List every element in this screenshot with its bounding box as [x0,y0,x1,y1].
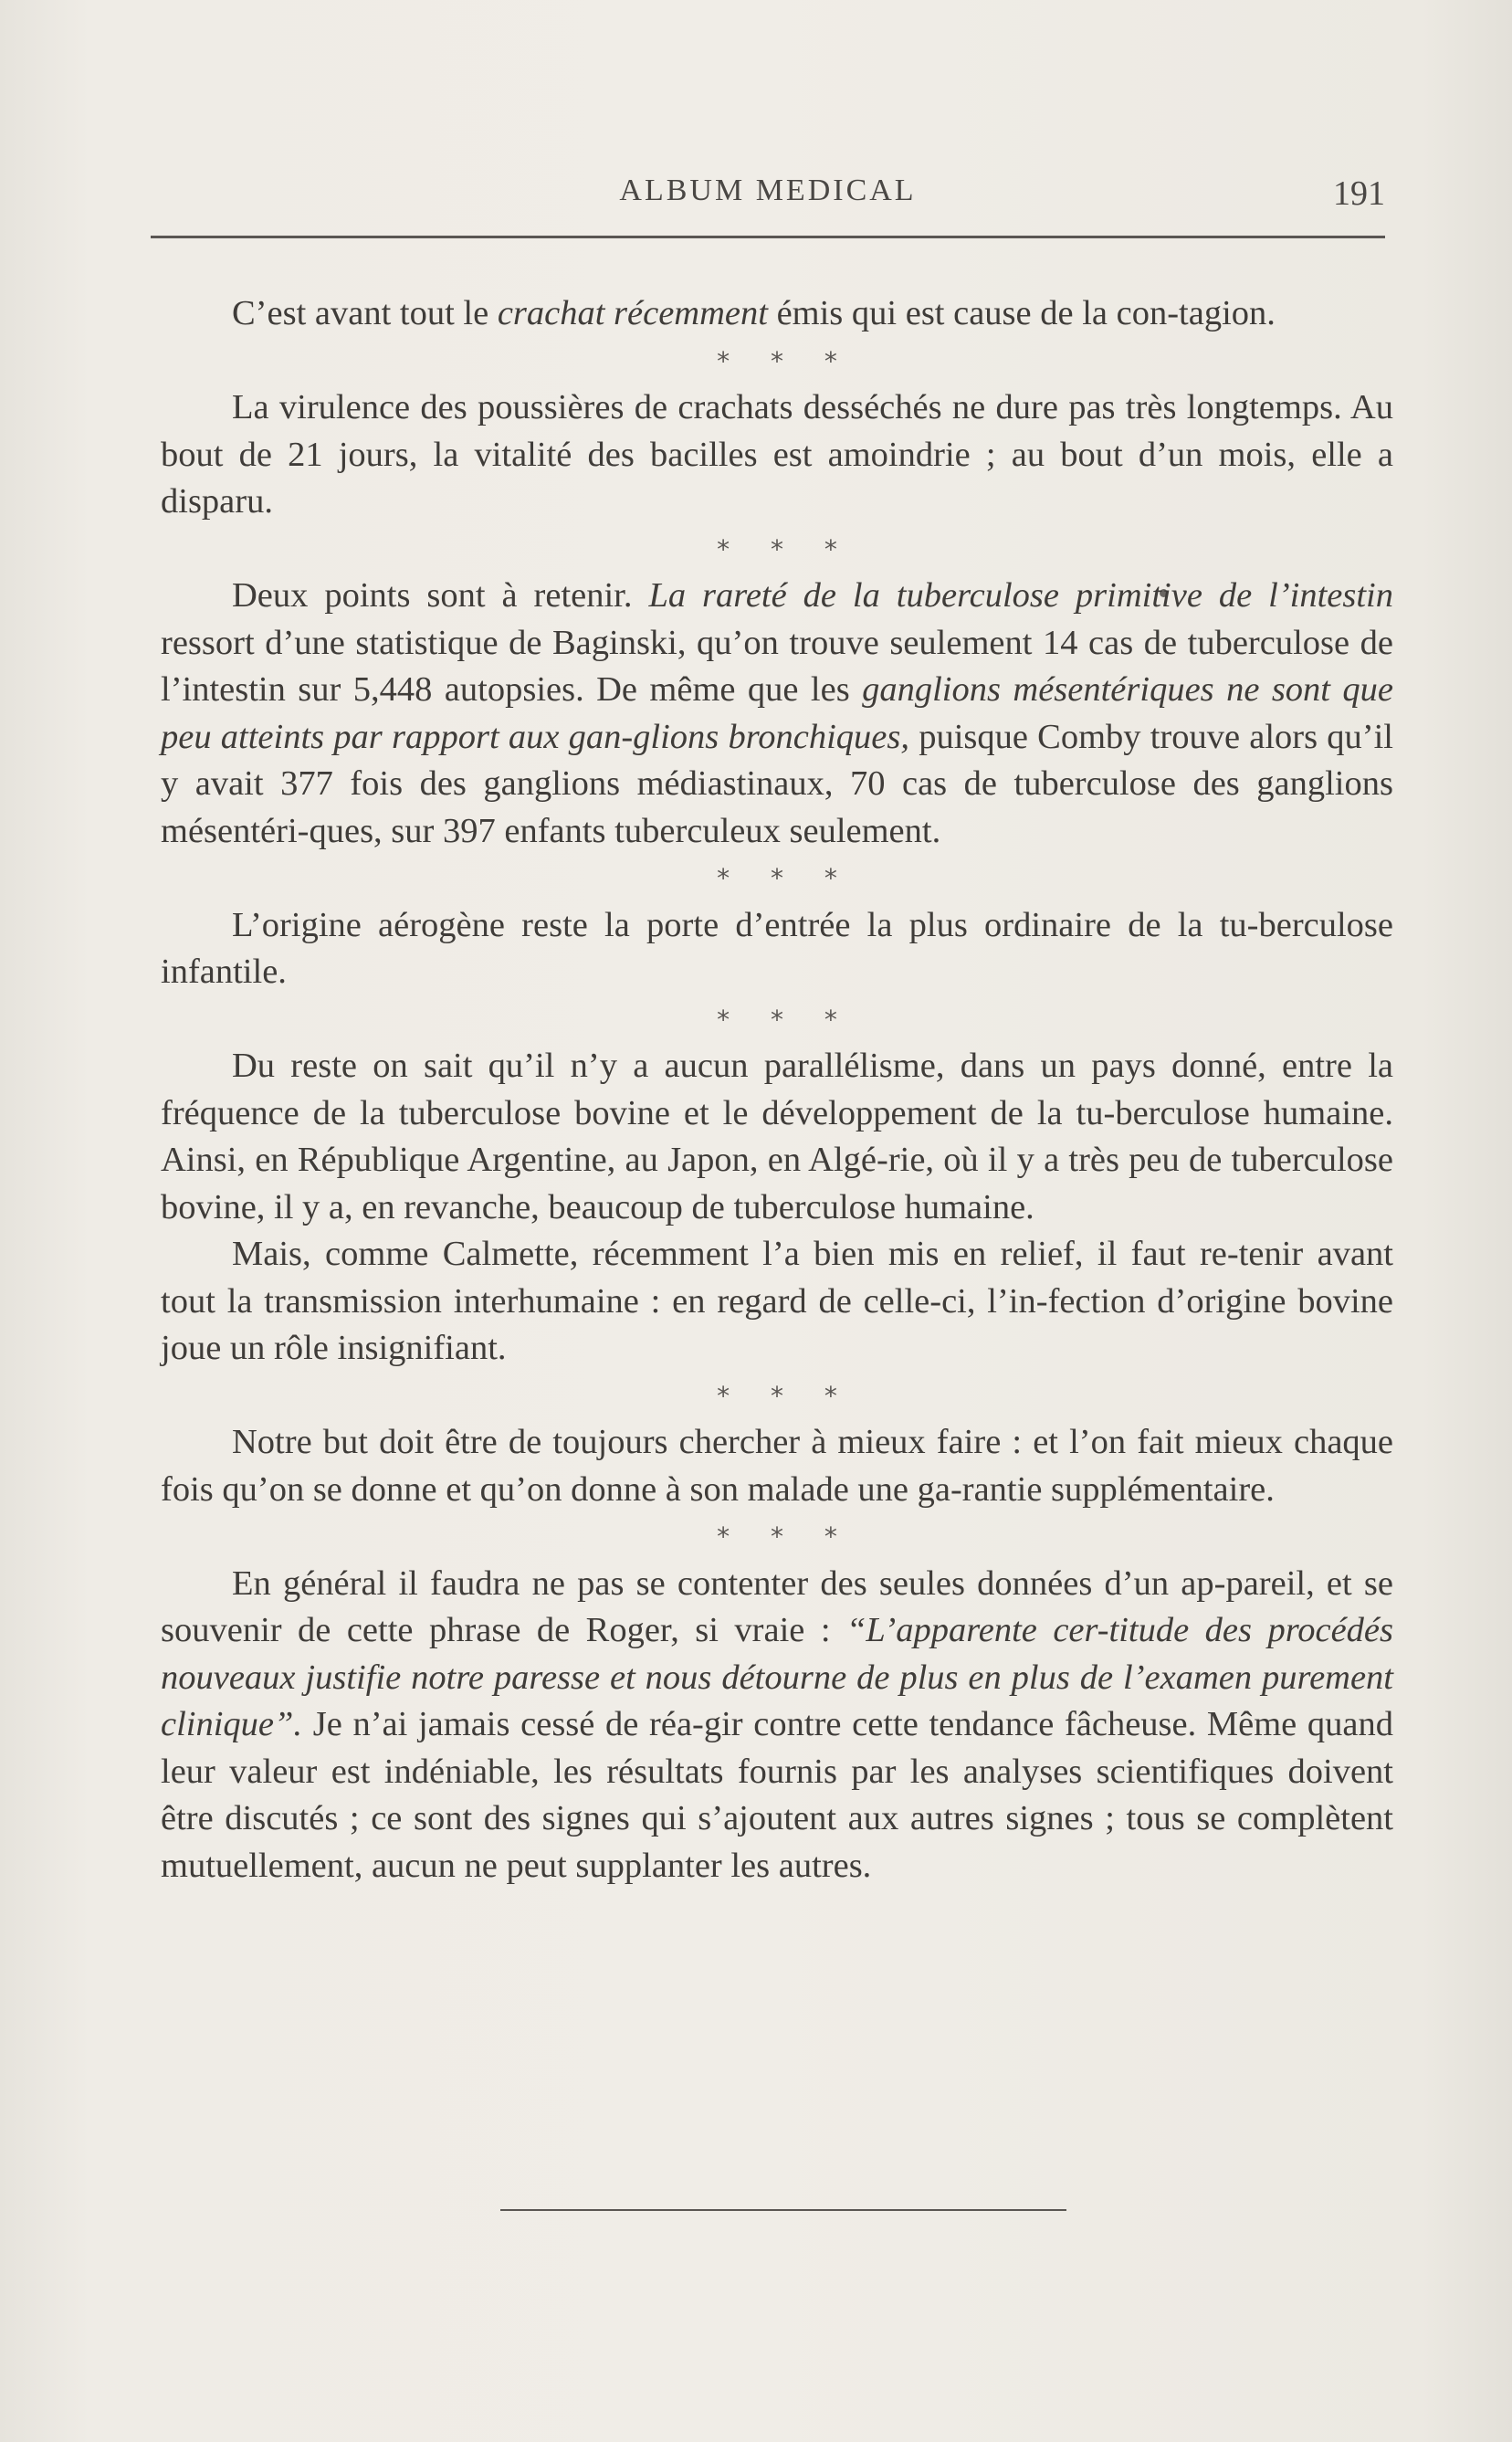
paragraph-5: Du reste on sait qu’il n’y a aucun parallélisme, dans un pays donné, entre la fréquence de la tuberculose bovine et le développement de la tu-berculose humaine. Ainsi, en République Argentine, au Japon, en Algé-rie, où il y a très peu de tuberculose bovine, il y a, en revanche, beaucoup de tuberculose humaine. [161,1047,1393,1226]
paragraph-6: Mais, comme Calmette, récemment l’a bien mis en relief, il faut re-tenir avant tout la transmission interhumaine : en regard de celle-ci, l’in-fection d’origine bovine joue un rôle insignifiant. [161,1235,1393,1367]
paragraph-2: La virulence des poussières de crachats desséchés ne dure pas très longtemps. Au bout de 21 jours, la vitalité des bacilles est amoindrie ; au bout d’un mois, elle a disparu. [161,388,1393,521]
separator-2: * * * [717,533,854,564]
header-rule [151,236,1385,238]
article-body [161,290,1393,1889]
paragraph-3-text-c: puisque Comby trouve alors qu’il y avait 377 fois des ganglions médiastinaux, 70 cas de tuberculose des ganglions mésentéri-ques, sur 397 enfants tuberculeux seulement. [161,717,1393,850]
running-title: ALBUM MEDICAL [619,174,917,207]
paragraph-3-text-a: Deux points sont à retenir. [232,576,649,615]
paragraph-8-italic: “L’apparente cer-titude des procédés nouveaux justifie notre paresse et nous détourne de plus en plus de l’examen purement clinique”. [161,1611,1393,1743]
paragraph-1 [161,290,1393,338]
footer-rule [500,2209,1066,2211]
paragraph-8-text-a: En général il faudra ne pas se contenter des seules données d’un ap-pareil, et se souvenir de cette phrase de Roger, si vraie : [161,1563,1393,1649]
separator-6: * * * [717,1521,854,1552]
paragraph-3-text-b: ressort d’une statistique de Baginski, qu’on trouve seulement 14 cas de tuberculose de l’intestin sur 5,448 autopsies. De même que les [161,623,1393,709]
paragraph-3-italic-a: La rareté de la tuberculose primitive de l’intestin [648,576,1394,615]
paragraph-1-italic: crachat récemment [497,294,768,332]
paragraph-3-italic-b: ganglions mésentériques ne sont que peu atteints par rapport aux gan-glions bronchiques, [161,670,1393,756]
paragraph-7: Notre but doit être de toujours chercher à mieux faire : et l’on fait mieux chaque fois qu’on se donne et qu’on donne à son malade une ga-rantie supplémentaire. [161,1423,1393,1509]
separator-1: * * * [717,345,854,376]
separator-5: * * * [717,1380,854,1411]
separator-3: * * * [717,863,854,893]
paragraph-3 [161,573,1393,855]
paragraph-1-text-b: émis qui est cause de la con-tagion. [767,294,1276,332]
page-number: 191 [1333,174,1385,213]
page-header [151,174,1385,219]
paragraph-4: L’origine aérogène reste la porte d’entrée la plus ordinaire de la tu-berculose infantile. [161,905,1393,991]
paragraph-1-text-a: C’est avant tout le [232,294,498,332]
paragraph-8 [161,1561,1393,1890]
separator-4: * * * [717,1004,854,1035]
paragraph-8-text-b: Je n’ai jamais cessé de réa-gir contre cette tendance fâcheuse. Même quand leur valeur est indéniable, les résultats fournis par les analyses scientifiques doivent être discutés ; ce sont des signes qui s’ajoutent aux autres signes ; tous se complètent mutuellement, aucun ne peut supplanter les autres. [161,1705,1393,1885]
